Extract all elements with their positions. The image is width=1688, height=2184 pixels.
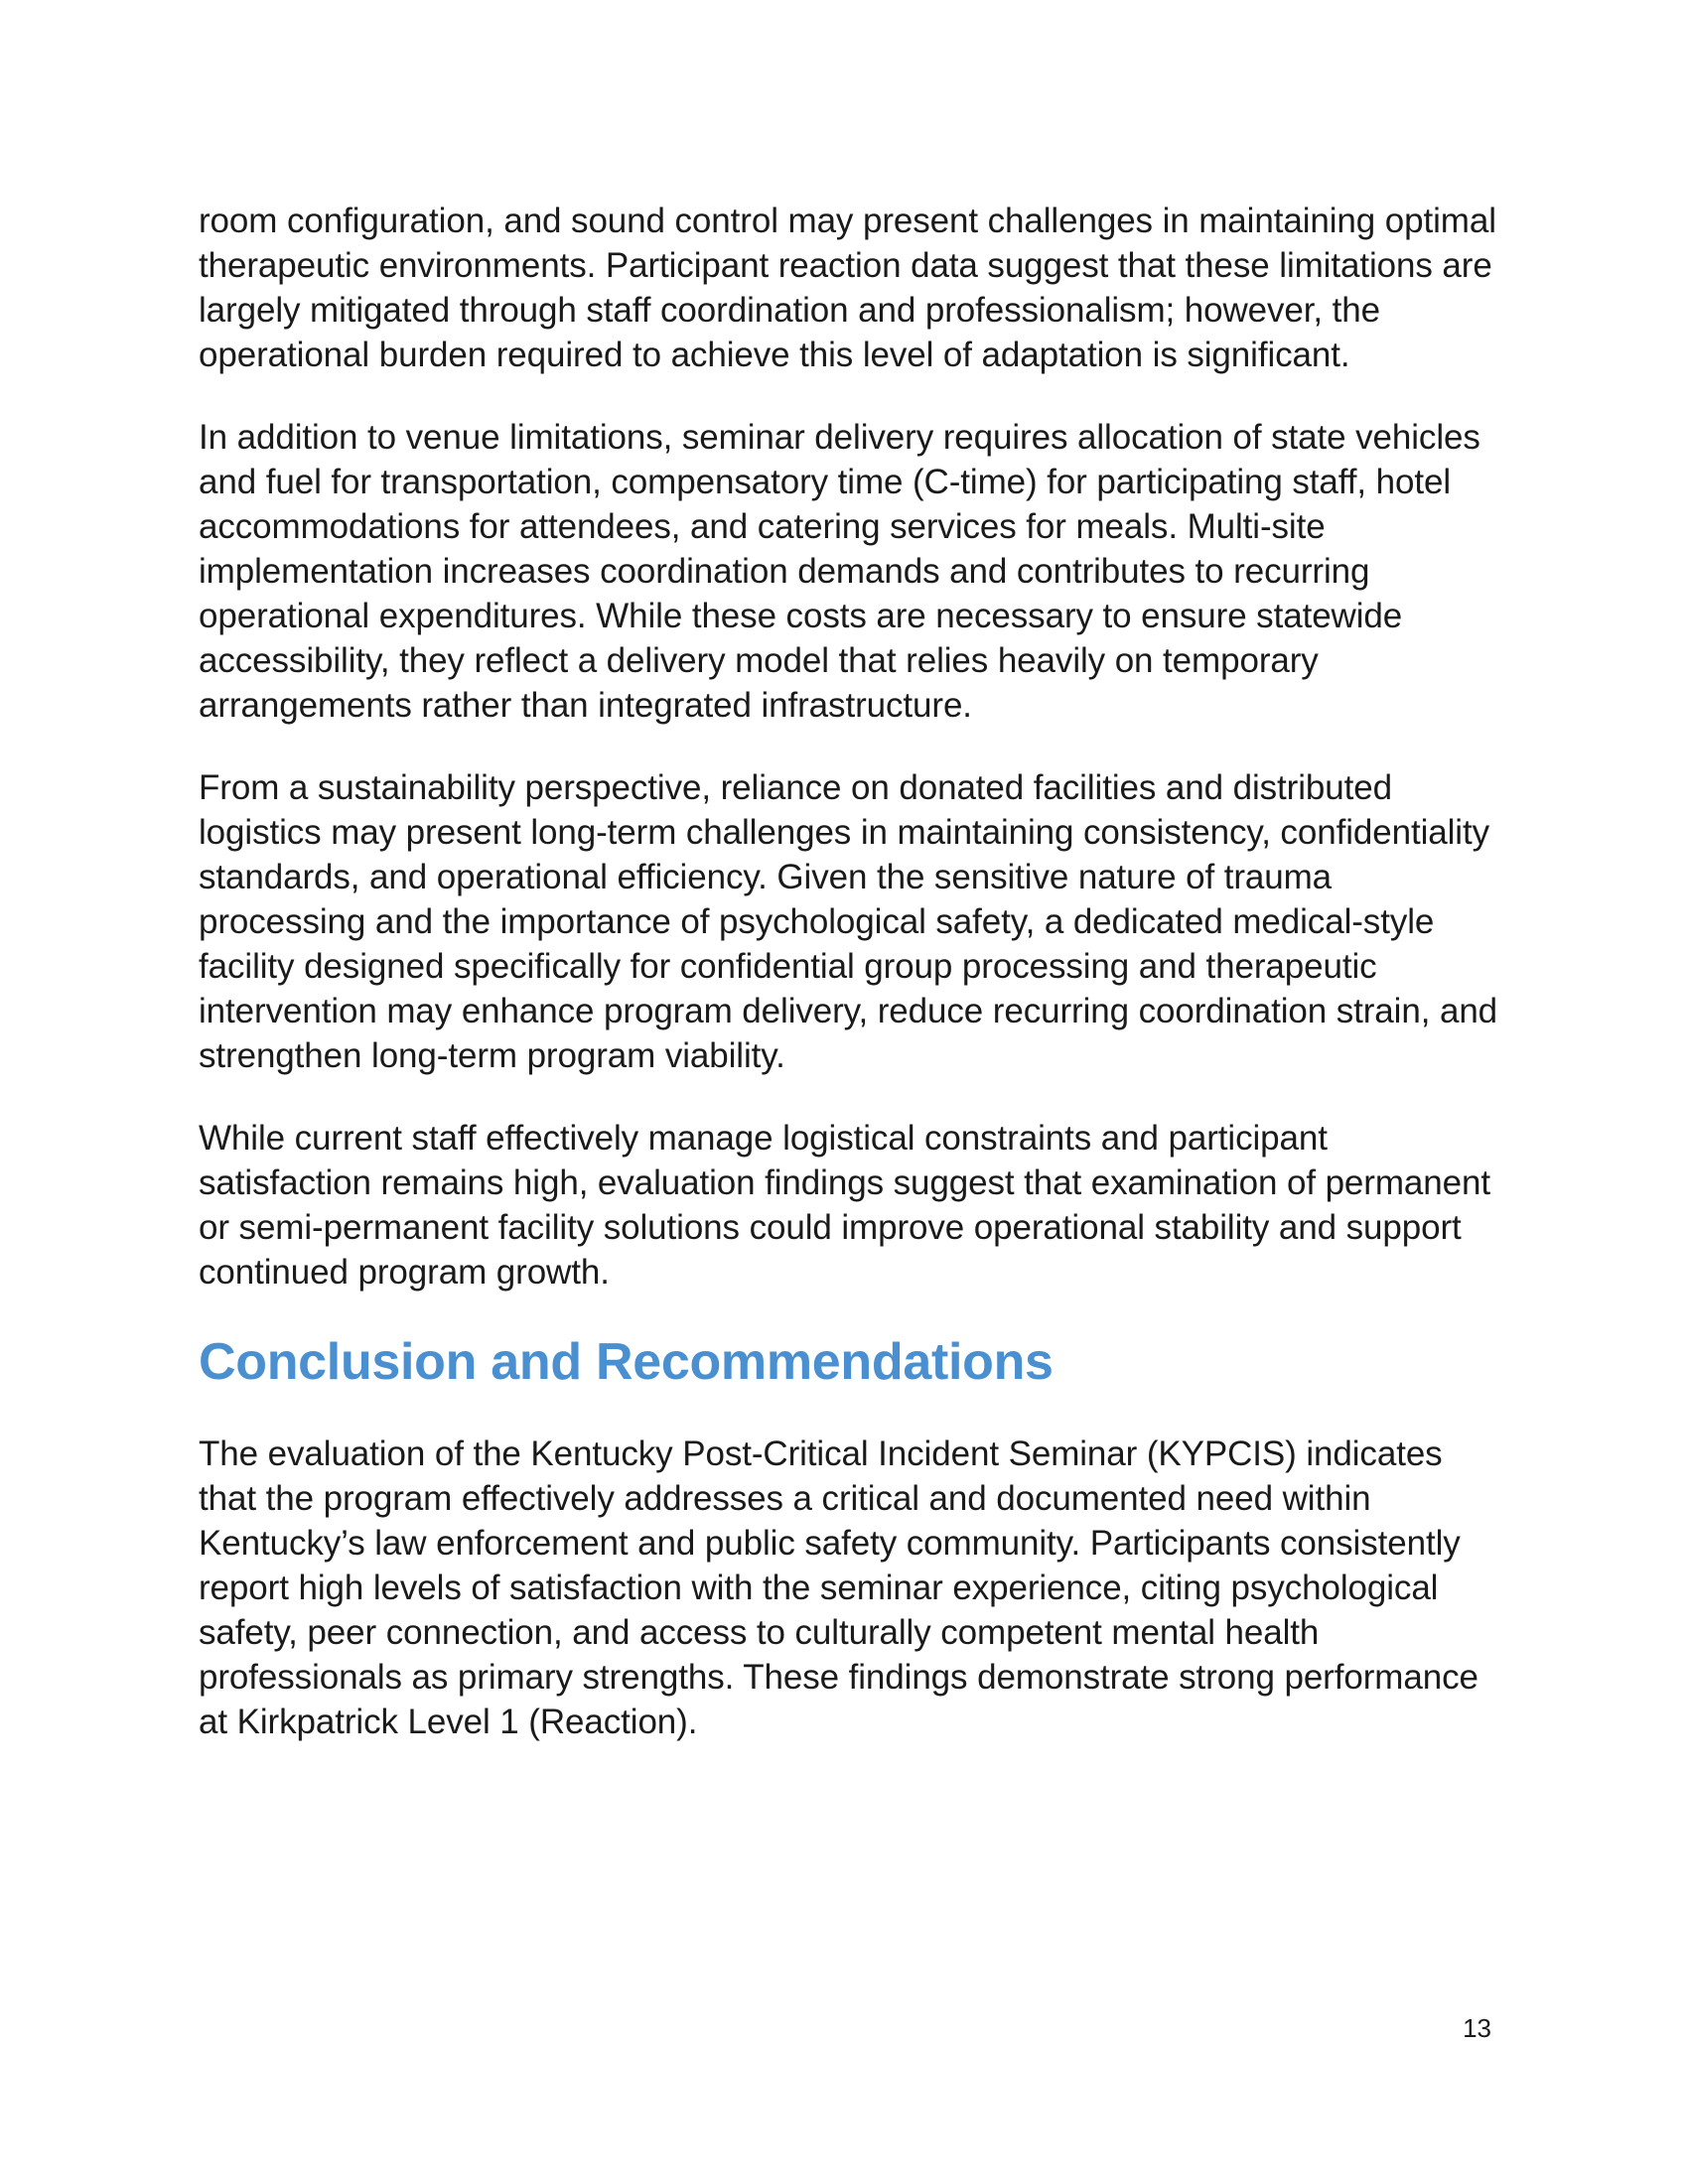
paragraph-venue-challenges: room configuration, and sound control may present challenges in maintaining optimal therapeutic environments. Participant reaction data suggest that these limitations are largely mitigated through staff coordination and professionalism; however, the operational burden required to achieve this level of adaptation is significant.: [199, 202, 1496, 374]
page-number: 13: [1463, 2013, 1491, 2043]
paragraph-delivery-costs: In addition to venue limitations, seminar delivery requires allocation of state vehicles and fuel for transportation, compensatory time (C-time) for participating staff, hotel accommodations for attendees, and catering services for meals. Multi-site implementation increases coordination demands and contributes to recurring operational expenditures. While these costs are necessary to ensure statewide accessibility, they reflect a delivery model that relies heavily on temporary arrangements rather than integrated infrastructure.: [199, 418, 1480, 725]
paragraph-conclusion: The evaluation of the Kentucky Post-Critical Incident Seminar (KYPCIS) indicates that the program effectively addresses a critical and documented need within Kentucky’s law enforcement and public safety community. Participants consistently report high levels of satisfaction with the seminar experience, citing psychological safety, peer connection, and access to culturally competent mental health professionals as primary strengths. These findings demonstrate strong performance at Kirkpatrick Level 1 (Reaction).: [199, 1434, 1478, 1741]
document-page: [199, 199, 1499, 1782]
paragraph-sustainability: From a sustainability perspective, reliance on donated facilities and distributed logistics may present long-term challenges in maintaining consistency, confidentiality standards, and operational efficiency. Given the sensitive nature of trauma processing and the importance of psychological safety, a dedicated medical-style facility designed specifically for confidential group processing and therapeutic intervention may enhance program delivery, reduce recurring coordination strain, and strengthen long-term program viability.: [199, 768, 1498, 1075]
paragraph-facility-solutions: While current staff effectively manage logistical constraints and participant satisfaction remains high, evaluation findings suggest that examination of permanent or semi-permanent facility solutions could improve operational stability and support continued program growth.: [199, 1119, 1490, 1292]
section-heading: Conclusion and Recommendations: [199, 1333, 1054, 1391]
